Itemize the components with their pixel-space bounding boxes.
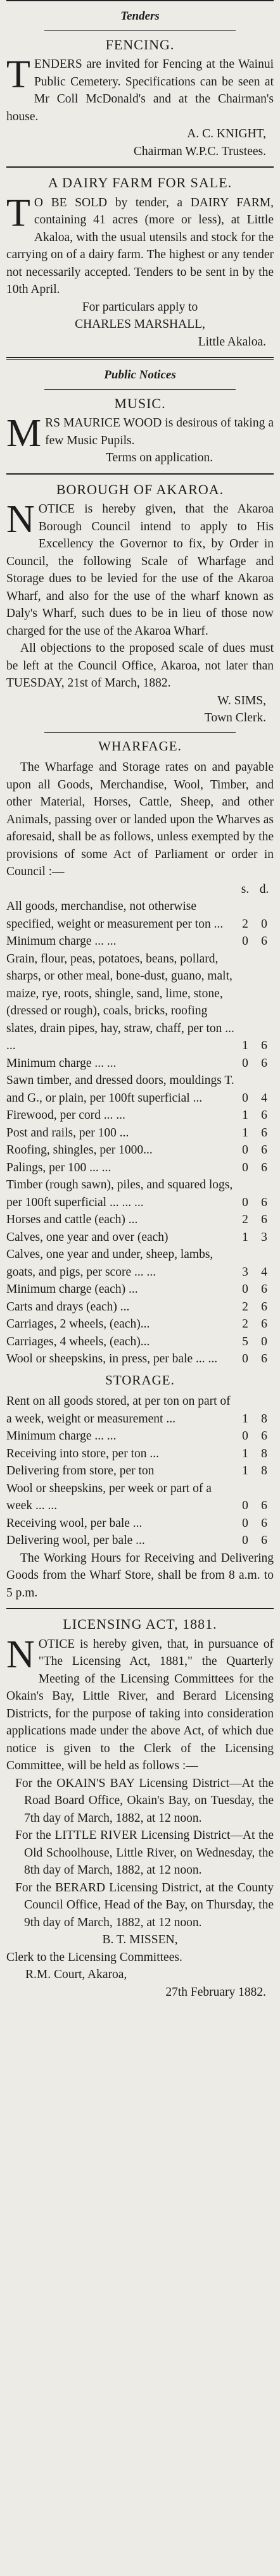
rate-pence: 8 — [261, 1412, 267, 1426]
rate-item: Timber (rough sawn), piles, and squared logs, per 100ft superficial ... ... ... — [6, 1178, 233, 1209]
rate-item: Wool or sheepskins, per week or part of a week ... ... — [6, 1481, 212, 1512]
wharfage-intro: The Wharfage and Storage rates on and payable upon all Goods, Merchandise, Wool, Timber, and other Material, Horses, Cattle, Sheep, and other Animals, passing over or landed upon the Wharves as aforesaid, shall be as follows, unless exempted by the provisions of some Act of Parliament or order in Council :— — [6, 761, 274, 878]
rate-item: Calves, one year and under, sheep, lambs, goats, and pigs, per score ... ... — [6, 1248, 213, 1279]
rate-pence: 6 — [261, 1126, 267, 1140]
rate-shillings: 1 — [242, 1412, 248, 1426]
licensing-signature-name: B. T. MISSEN, — [102, 1933, 178, 1946]
rate-shillings: 0 — [242, 1534, 248, 1547]
borough-title: BOROUGH OF AKAROA. — [56, 481, 224, 497]
table-row — [6, 1462, 274, 1480]
table-row — [6, 1298, 274, 1316]
table-row — [6, 1072, 274, 1107]
table-row — [6, 1281, 274, 1298]
divider — [6, 473, 274, 475]
divider — [44, 732, 236, 733]
dairy-title: A DAIRY FARM FOR SALE. — [48, 175, 232, 190]
rate-item: Roofing, shingles, per 1000... — [6, 1143, 153, 1157]
table-row — [6, 1246, 274, 1281]
rate-pence: 8 — [261, 1447, 267, 1460]
rate-pence: 3 — [261, 1230, 267, 1244]
fencing-title: FENCING. — [105, 36, 175, 53]
rate-shillings: 2 — [242, 1317, 248, 1331]
fencing-signature-role: Chairman W.P.C. Trustees. — [133, 144, 266, 158]
table-row — [6, 1333, 274, 1351]
table-row — [6, 1229, 274, 1247]
rate-pence: 0 — [261, 1335, 267, 1348]
rate-pence: 6 — [261, 1109, 267, 1122]
dairy-body: T O BE SOLD by tender, a DAIRY FARM, containing 41 acres (more or less), at Little Akaloa, with the usual utensils and stock for the carrying on of a dairy farm. The highest or any tender not necessarily accepted. Tenders to be sent in by the 10th April. — [6, 191, 274, 296]
rate-item: Receiving wool, per bale ... — [6, 1516, 143, 1530]
rate-pence: 6 — [261, 935, 267, 948]
rate-pence: 6 — [261, 1195, 267, 1209]
rate-shillings: 5 — [242, 1335, 248, 1348]
rate-item: Palings, per 100 ... ... — [6, 1160, 111, 1174]
rate-shillings: 0 — [242, 1091, 248, 1105]
table-row — [6, 1532, 274, 1550]
dairy-particulars: For particulars apply to — [82, 300, 198, 314]
rate-shillings: 2 — [242, 1300, 248, 1314]
music-terms: Terms on application. — [105, 451, 213, 464]
rate-shillings: 0 — [242, 1283, 248, 1296]
drop-cap: N — [6, 498, 35, 541]
rate-item: Post and rails, per 100 ... — [6, 1126, 129, 1140]
rate-pence: 6 — [261, 1499, 267, 1512]
rate-item: All goods, merchandise, not otherwise specified, weight or measurement per ton ... — [6, 900, 224, 931]
rate-shillings: 1 — [242, 1447, 248, 1460]
borough-objections: All objections to the proposed scale of dues must be left at the Council Office, Akaroa, not later than TUESDAY, 21st of March, 1882. — [6, 642, 274, 690]
divider — [6, 166, 274, 168]
table-row — [6, 1393, 274, 1428]
drop-cap: T — [6, 191, 30, 235]
rate-item: Minimum charge (each) ... — [6, 1283, 138, 1296]
rate-item: Receiving into store, per ton ... — [6, 1447, 159, 1460]
rate-shillings: 3 — [242, 1265, 248, 1279]
wharfage-title: WHARFAGE. — [98, 738, 182, 754]
storage-hours: The Working Hours for Receiving and Delivering Goods from the Wharf Store, shall be from 8 a.m. to 5 p.m. — [6, 1551, 274, 1600]
licensing-title: LICENSING ACT, 1881. — [63, 1616, 217, 1632]
rate-shillings: 0 — [242, 1499, 248, 1512]
table-row — [6, 950, 274, 1055]
drop-cap: T — [6, 53, 30, 96]
rate-shillings: 1 — [242, 1126, 248, 1140]
rate-shillings: 0 — [242, 1160, 248, 1174]
rate-shillings: 0 — [242, 1352, 248, 1366]
table-row — [6, 1142, 274, 1159]
table-row — [6, 1211, 274, 1229]
licensing-meeting-item: For the BERARD Licensing District, at the County Council Office, Head of the Bay, on Thursday, the 9th day of March, 1882, at 12 noon. — [15, 1881, 274, 1929]
rate-item: Carriages, 4 wheels, (each)... — [6, 1335, 150, 1348]
rate-shillings: 1 — [242, 1230, 248, 1244]
licensing-meeting-item: For the LITTLE RIVER Licensing District—At the Old Schoolhouse, Little River, on Wednesday, the 8th day of March, 1882, at 12 noon. — [15, 1829, 274, 1877]
music-body: MRS MAURICE WOOD is desirous of taking a few Music Pupils. — [6, 412, 274, 455]
rate-pence: 0 — [261, 917, 267, 931]
rate-shillings: 0 — [242, 1429, 248, 1443]
rate-pence: 6 — [261, 1213, 267, 1226]
drop-cap: M — [6, 412, 42, 455]
rate-item: Sawn timber, and dressed doors, mouldings T. and G., or plain, per 100ft superficial ... — [6, 1074, 234, 1105]
column-header-shillings: s. — [241, 882, 250, 896]
rate-item: Grain, flour, peas, potatoes, beans, pollard, sharps, or other meal, bone-dust, guano, malt, maize, rye, roots, shingle, sand, lime, stone, (dressed or rough), coals, bricks, roofing slates, drain pipes, hay, straw, chaff, per ton ... ... — [6, 952, 234, 1052]
table-row — [6, 1124, 274, 1142]
rate-item: Delivering wool, per bale ... — [6, 1534, 145, 1547]
rate-pence: 6 — [261, 1534, 267, 1547]
dairy-signature-place: Little Akaloa. — [198, 335, 266, 349]
rate-pence: 4 — [261, 1265, 267, 1279]
table-row — [6, 1350, 274, 1368]
rate-shillings: 0 — [242, 935, 248, 948]
dairy-signature-name: CHARLES MARSHALL, — [75, 318, 205, 331]
rate-pence: 6 — [261, 1352, 267, 1366]
divider — [44, 30, 236, 31]
rate-item: Calves, one year and over (each) — [6, 1230, 169, 1244]
licensing-signature-date: 27th February 1882. — [165, 1985, 266, 1999]
section-heading-public-notices: Public Notices — [104, 368, 176, 382]
rate-item: Carts and drays (each) ... — [6, 1300, 130, 1314]
table-row — [6, 1445, 274, 1463]
rate-item: Minimum charge ... ... — [6, 1056, 117, 1070]
rate-pence: 6 — [261, 1317, 267, 1331]
storage-title: STORAGE. — [105, 1372, 175, 1388]
rate-shillings: 0 — [242, 1056, 248, 1070]
rate-item: Delivering from store, per ton — [6, 1464, 155, 1478]
table-row — [6, 1107, 274, 1124]
licensing-signature-office: R.M. Court, Akaroa, — [25, 1968, 127, 1981]
rate-pence: 6 — [261, 1039, 267, 1052]
borough-body: NOTICE is hereby given, that the Akaroa Borough Council intend to apply to His Excellency the Governor to fix, by Order in Council, the following Scale of Wharfage and Storage dues to be levied for the use of the Akaroa Wharf, and also for the use of the wharf known as Daly's Wharf, such dues to be in lieu of those now charged for the use of the Akaroa Wharf. — [6, 498, 274, 638]
rate-pence: 6 — [261, 1516, 267, 1530]
rate-item: Minimum charge ... ... — [6, 1429, 117, 1443]
rate-shillings: 2 — [242, 1213, 248, 1226]
table-row — [6, 1515, 274, 1533]
fencing-signature-name: A. C. KNIGHT, — [187, 127, 266, 140]
rate-pence: 6 — [261, 1429, 267, 1443]
table-row — [6, 1480, 274, 1515]
wharfage-table — [6, 881, 274, 1368]
drop-cap: N — [6, 1633, 35, 1676]
table-row — [6, 1428, 274, 1445]
table-row — [6, 898, 274, 933]
licensing-body: NOTICE is hereby given, that, in pursuance of "The Licensing Act, 1881," the Quarterly Meeting of the Licensing Committees for the Okain's Bay, Little River, and Berard Licensing Districts, for the purpose of taking into consideration applications made under the above Act, of which due notice is given to the Clerk of the Licensing Committee, will be held as follows :— — [6, 1633, 274, 1772]
rate-item: Carriages, 2 wheels, (each)... — [6, 1317, 150, 1331]
table-row — [6, 1176, 274, 1211]
music-title: MUSIC. — [114, 395, 166, 411]
rate-pence: 4 — [261, 1091, 267, 1105]
storage-table — [6, 1393, 274, 1550]
borough-signature-role: Town Clerk. — [204, 711, 266, 725]
rate-pence: 6 — [261, 1283, 267, 1296]
rate-item: Wool or sheepskins, in press, per bale ... ... — [6, 1352, 218, 1366]
fencing-body: TENDERS are invited for Fencing at the Wainui Public Cemetery. Specifications can be seen at Mr Coll McDonald's and at the Chairman's house. — [6, 53, 274, 123]
rate-pence: 8 — [261, 1464, 267, 1478]
rate-item: Firewood, per cord ... ... — [6, 1109, 125, 1122]
rate-pence: 6 — [261, 1300, 267, 1314]
top-rule — [6, 0, 274, 1]
rate-shillings: 0 — [242, 1516, 248, 1530]
borough-signature-name: W. SIMS, — [217, 694, 266, 707]
rate-item: Horses and cattle (each) ... — [6, 1213, 138, 1226]
licensing-signature-role: Clerk to the Licensing Committees. — [6, 1950, 182, 1964]
column-header-pence: d. — [259, 882, 269, 896]
section-divider — [6, 357, 274, 360]
rate-pence: 6 — [261, 1160, 267, 1174]
rate-shillings: 0 — [242, 1143, 248, 1157]
rate-shillings: 0 — [242, 1195, 248, 1209]
rate-item: Rent on all goods stored, at per ton on part of a week, weight or measurement ... — [6, 1395, 231, 1426]
rate-shillings: 1 — [242, 1039, 248, 1052]
divider — [44, 389, 236, 390]
table-row — [6, 933, 274, 950]
table-row — [6, 1316, 274, 1333]
divider — [6, 1608, 274, 1609]
rate-pence: 6 — [261, 1056, 267, 1070]
licensing-meeting-item: For the OKAIN'S BAY Licensing District—At the Road Board Office, Okain's Bay, on Tuesday, the 7th day of March, 1882, at 12 noon. — [15, 1776, 274, 1825]
table-row — [6, 1159, 274, 1177]
rate-item: Minimum charge ... ... — [6, 935, 117, 948]
rate-shillings: 1 — [242, 1464, 248, 1478]
rate-pence: 6 — [261, 1143, 267, 1157]
rate-shillings: 1 — [242, 1109, 248, 1122]
section-heading-tenders: Tenders — [120, 9, 160, 23]
rate-shillings: 2 — [242, 917, 248, 931]
table-row — [6, 1055, 274, 1073]
